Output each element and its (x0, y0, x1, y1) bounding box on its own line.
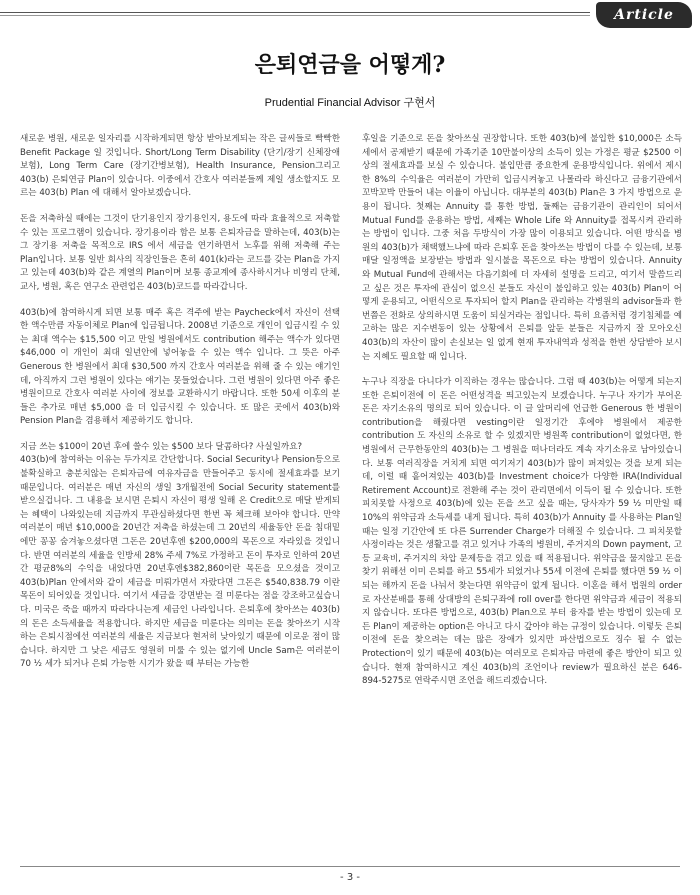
article-byline: Prudential Financial Advisor 구현서 (264, 97, 436, 109)
header-band (0, 0, 700, 23)
header-rule (0, 12, 590, 13)
paragraph: 누구나 직장을 다니다가 이직하는 경우는 많습니다. 그럼 때 403(b)는 어떻게 되는지 또한 은퇴이전에 이 돈은 어떤성격을 띄고있는지 보겠습니다. 누구나 자기가 부어온 돈은 자기소유의 명의로 되어 있습니다. 이 글 앞머리에 언급한 Generous 한 병원이 contribution을 해줬다면 vesting이란 일정기간 후에야 병원에서 제공한 contribution 도 자신의 소유로 할 수 있겠지만 병원쪽 contribution이 없었다면, 한 병원에서 근무한동안의 403(b)는 그 병원을 떠나더라도 계속 자기소유로 남아있습니다. 보통 여러직장을 거치게 되면 여기저기 403(b)가 많이 퍼져있는 것을 보게 되는데, 이럴 때 흩어져있는 403(b)를 Investment choice가 다양한 IRA(Individual Retirement Account)로 전환해 주는 것이 관리면에서 이득이 될 수 있습니다. 또한 피치못할 사정으로 403(b)에 있는 돈을 쓰고 싶을 때는, 당사자가 59 ½ 미만일 때 10%의 위약금과 소득세를 내게 됩니다. 특히 403(b)가 Annuity 를 사용하는 Plan일때는 일정 기간안에 또 다른 Surrender Charge가 더해질 수 있습니다. 그 피치못할 사정이라는 것은 생활고를 겪고 있거나 가족의 병원비, 주거지의 Down payment, 고등 교육비, 주거지의 차압 문제등을 겪고 있을 때 적용됩니다. 위약금을 물지않고 돈을 찾기 위해선 이미 은퇴를 하고 55세가 되었거나 55세 이전에 은퇴를 했다면 59 ½ 이 되는 해까지 돈을 나눠서 찾는다면 위약금이 없게 됩니다. 이혼을 해서 법원의 order 로 자산분배를 통해 상대방의 은퇴구좌에 roll over를 한다면 위약금과 세금이 적용되지 않습니다. 또다른 방법으로, 403(b) Plan으로 부터 융자를 받는 방법이 있는데 모든 Plan이 제공하는 option은 아니고 다시 갚아야 하는 규정이 있습니다. 이렇듯 은퇴이전에 돈을 찾으려는 데는 많은 장애가 있지만 파산법으로도 징수 될 수 없는 Protection이 있기 때문에 403(b)는 여러모로 은퇴자금 마련에 좋은 방안이 되고 있습니다. 현재 참여하시고 계신 403(b)의 조언이나 review가 필요하신 분은 646-894-5275로 연락주시면 조언을 해드리겠습니다. (362, 377, 682, 687)
article-badge (596, 2, 692, 28)
paragraph: 403(b)에 참여하는 이유는 두가지로 간단합니다. Social Security나 Pension등으로 불확실하고 충분치않는 은퇴자금에 여유자금을 만들어주고 동시에 절세효과를 보기 때문입니다. 여러분은 매년 자신의 생일 3개월전에 Social Security statement를 받으실겁니다. 그 내용을 보시면 은퇴시 자신이 평생 일해 온 Credit으로 매달 받게되는 혜택이 나와있는데 지금까지 무관심하셨다면 한번 꼭 체크해 보아야 합니다. 만약 여러분이 매년 $10,000을 20년간 저축을 하셨는데 그 20년의 세율동안 돈을 침대밑에만 꽁꽁 숨겨놓으셨다면 그돈은 20년후엔 $200,000의 목돈으로 자라있을 것입니다. 반면 여러분의 세율을 인방세 28% 주세 7%로 가정하고 돈이 투자로 인하여 20년간 평균8%의 수익을 내었다면 20년후엔$382,860이란 목돈을 모으셨을 것이고 403(b)Plan 안에서와 같이 세금을 미뤄가면서 자랐다면 그돈은 $540,838.79 이란 목돈이 되어있을 것입니다. 여기서 세금을 강면받는 걸 미룬다는 점을 강조하고싶습니다. 미국은 죽을 때까지 따라다니는게 세금인 나라입니다. 은퇴후에 찾아쓰는 403(b)의 돈은 소득세율을 적용합니다. 하지만 세금을 미룬다는 의미는 돈을 찾아쓰기 시작하는 은퇴시점에선 여러분의 세율은 지금보다 현저히 낮아있기 때문에 이로운 점이 많습니다. 하지만 그 낮은 세금도 영원히 미룰 수 있는 없기에 Uncle Sam은 여러분이 70 ½ 세가 되거나 은퇴 가능한 시기가 왔을 때 부터는 가능한 (20, 455, 340, 670)
left-column (20, 133, 340, 684)
paragraph: 403(b)에 참여하시게 되면 보통 매주 혹은 격주에 받는 Paycheck에서 자신이 선택한 액수만큼 자동이체로 Plan에 입금됩니다. 2008년 기준으로 개인이 입금시킬 수 있는 최대 액수는 $15,500 이고 만일 병원에서도 contribution 해주는 액수가 있다면 $46,000 이 개인이 최대 일년안에 넣어놓을 수 있는 액수 입니다. 그 뜻은 아주 Generous 한 병원에서 최대 $30,500 까지 간호사 여러분을 위해 줄 수 있는 얘기인데, 아직까지 그런 병원이 있다는 얘기는 못들었습니다. 그런 병원이 있다면 아주 좋은 병원이므로 간호사 여러분 사이에 정보를 교환하시기 바랍니다. 또한 50세 이후의 분들은 추가로 매년 $5,000 을 더 입금시킬 수 있습니다. 또 많은 곳에서 403(b)와 Pension Plan을 겸용해서 제공하기도 합니다. (20, 307, 340, 427)
paragraph: 돈을 저축하실 때에는 그것이 단기용인지 장기용인지, 용도에 따라 효율적으로 저축할 수 있는 프로그램이 있습니다. 장기용이라 함은 보통 은퇴자금을 말하는데, 403(b)는 그 장기용 저축을 목적으로 IRS 에서 세금을 연기하면서 노후를 위해 저축해 주는 Plan입니다. 보통 일반 회사의 직장인들은 흔히 401(k)라는 코드를 갖는 Plan을 가지고 있는데 403(b)와 같은 계열의 Plan이며 보통 종교계에 종사하시거나 비영리 단체, 교사, 병원, 혹은 연구소 관련업은 403(b)코드를 따라갑니다. (20, 213, 340, 292)
right-column (362, 133, 682, 701)
paragraph: 지금 쓰는 $100이 20년 후에 쓸수 있는 $500 보다 달콤하다? 사실일까요? (20, 441, 303, 452)
paragraph: 새로운 병원, 새로운 일자리를 시작하게되면 항상 받아보게되는 작은 글씨들로 빡빡한 Benefit Package 일 것입니다. Short/Long Term Disability (단기/장기 신체장애보험), Long Term Care (장기간병보험), Health Insurance, Pension그리고 403(b) 은퇴연금 Plan이 있습니다. 이중에서 간호사 여러분들께 제일 생소할지도 모르는 403(b) Plan 에 대해서 알아보겠습니다. (20, 134, 340, 199)
footer-rule (20, 866, 680, 867)
page-number: - 3 - (340, 872, 360, 883)
article-badge-label: Article (614, 7, 674, 23)
paragraph: 후일을 기준으로 돈을 찾아쓰실 권장합니다. 또한 403(b)에 불입한 $10,000은 소득세에서 공제받기 때문에 가족기준 10만불이상의 소득이 있는 가정은 평균 $2500 이상의 절세효과를 보실 수 있습니다. 불입만큼 중요한게 운용방식입니다. 위에서 제시한 8%의 수익율은 여러분이 가만히 입금시켜놓고 나몰라라 하신다고 금융기관에서 꼬박꼬박 만들어 내는 이율이 아닙니다. 대부분의 403(b) Plan은 3 가지 방법으로 운용이 됩니다. 첫째는 Annuity 를 통한 방법, 둘째는 금융기관이 관리인이 되어서 Mutual Fund를 운용하는 방법, 세째는 Whole Life 와 Annuity를 접목시켜 관리하는 방법이 입니다. 그중 처음 두방식이 가장 많이 이용되고 있습니다. 어떤 방식을 병원의 403(b)가 채택했느냐에 따라 은퇴후 돈을 찾아쓰는 방법이 다를 수 있는데, 보통 매달 일정액을 보장받는 방법과 일시불을 목돈으로 타는 방법이 있습니다. Annuity 와 Mutual Fund에 관해서는 다음기회에 더 자세히 설명을 드리고, 여기서 말씀드리고 싶은 것은 투자에 관심이 없으신 분들도 자신이 불입하고 있는 403(b) Plan이 어떻게 운용되고, 어떤식으로 투자되어 할지 Plan을 관리하는 각병원의 advisor들과 한번쯤은 전화로 상의하시면 도움이 되실거라는 점입니다. 특히 요즘처럼 경기침체를 예고하는 많은 지수변동이 있는 상황에서 은퇴를 앞둔 분들은 지금까지 잘 모아오신 403(b)의 자산이 많이 손실보는 일 없게 현재 투자내역과 성적을 한번 상담받아 보시는 지혜도 필요할 때 입니다. (362, 134, 682, 362)
header-rule-secondary (0, 15, 590, 16)
article-title: 은퇴연금을 어떻게? (254, 52, 446, 78)
